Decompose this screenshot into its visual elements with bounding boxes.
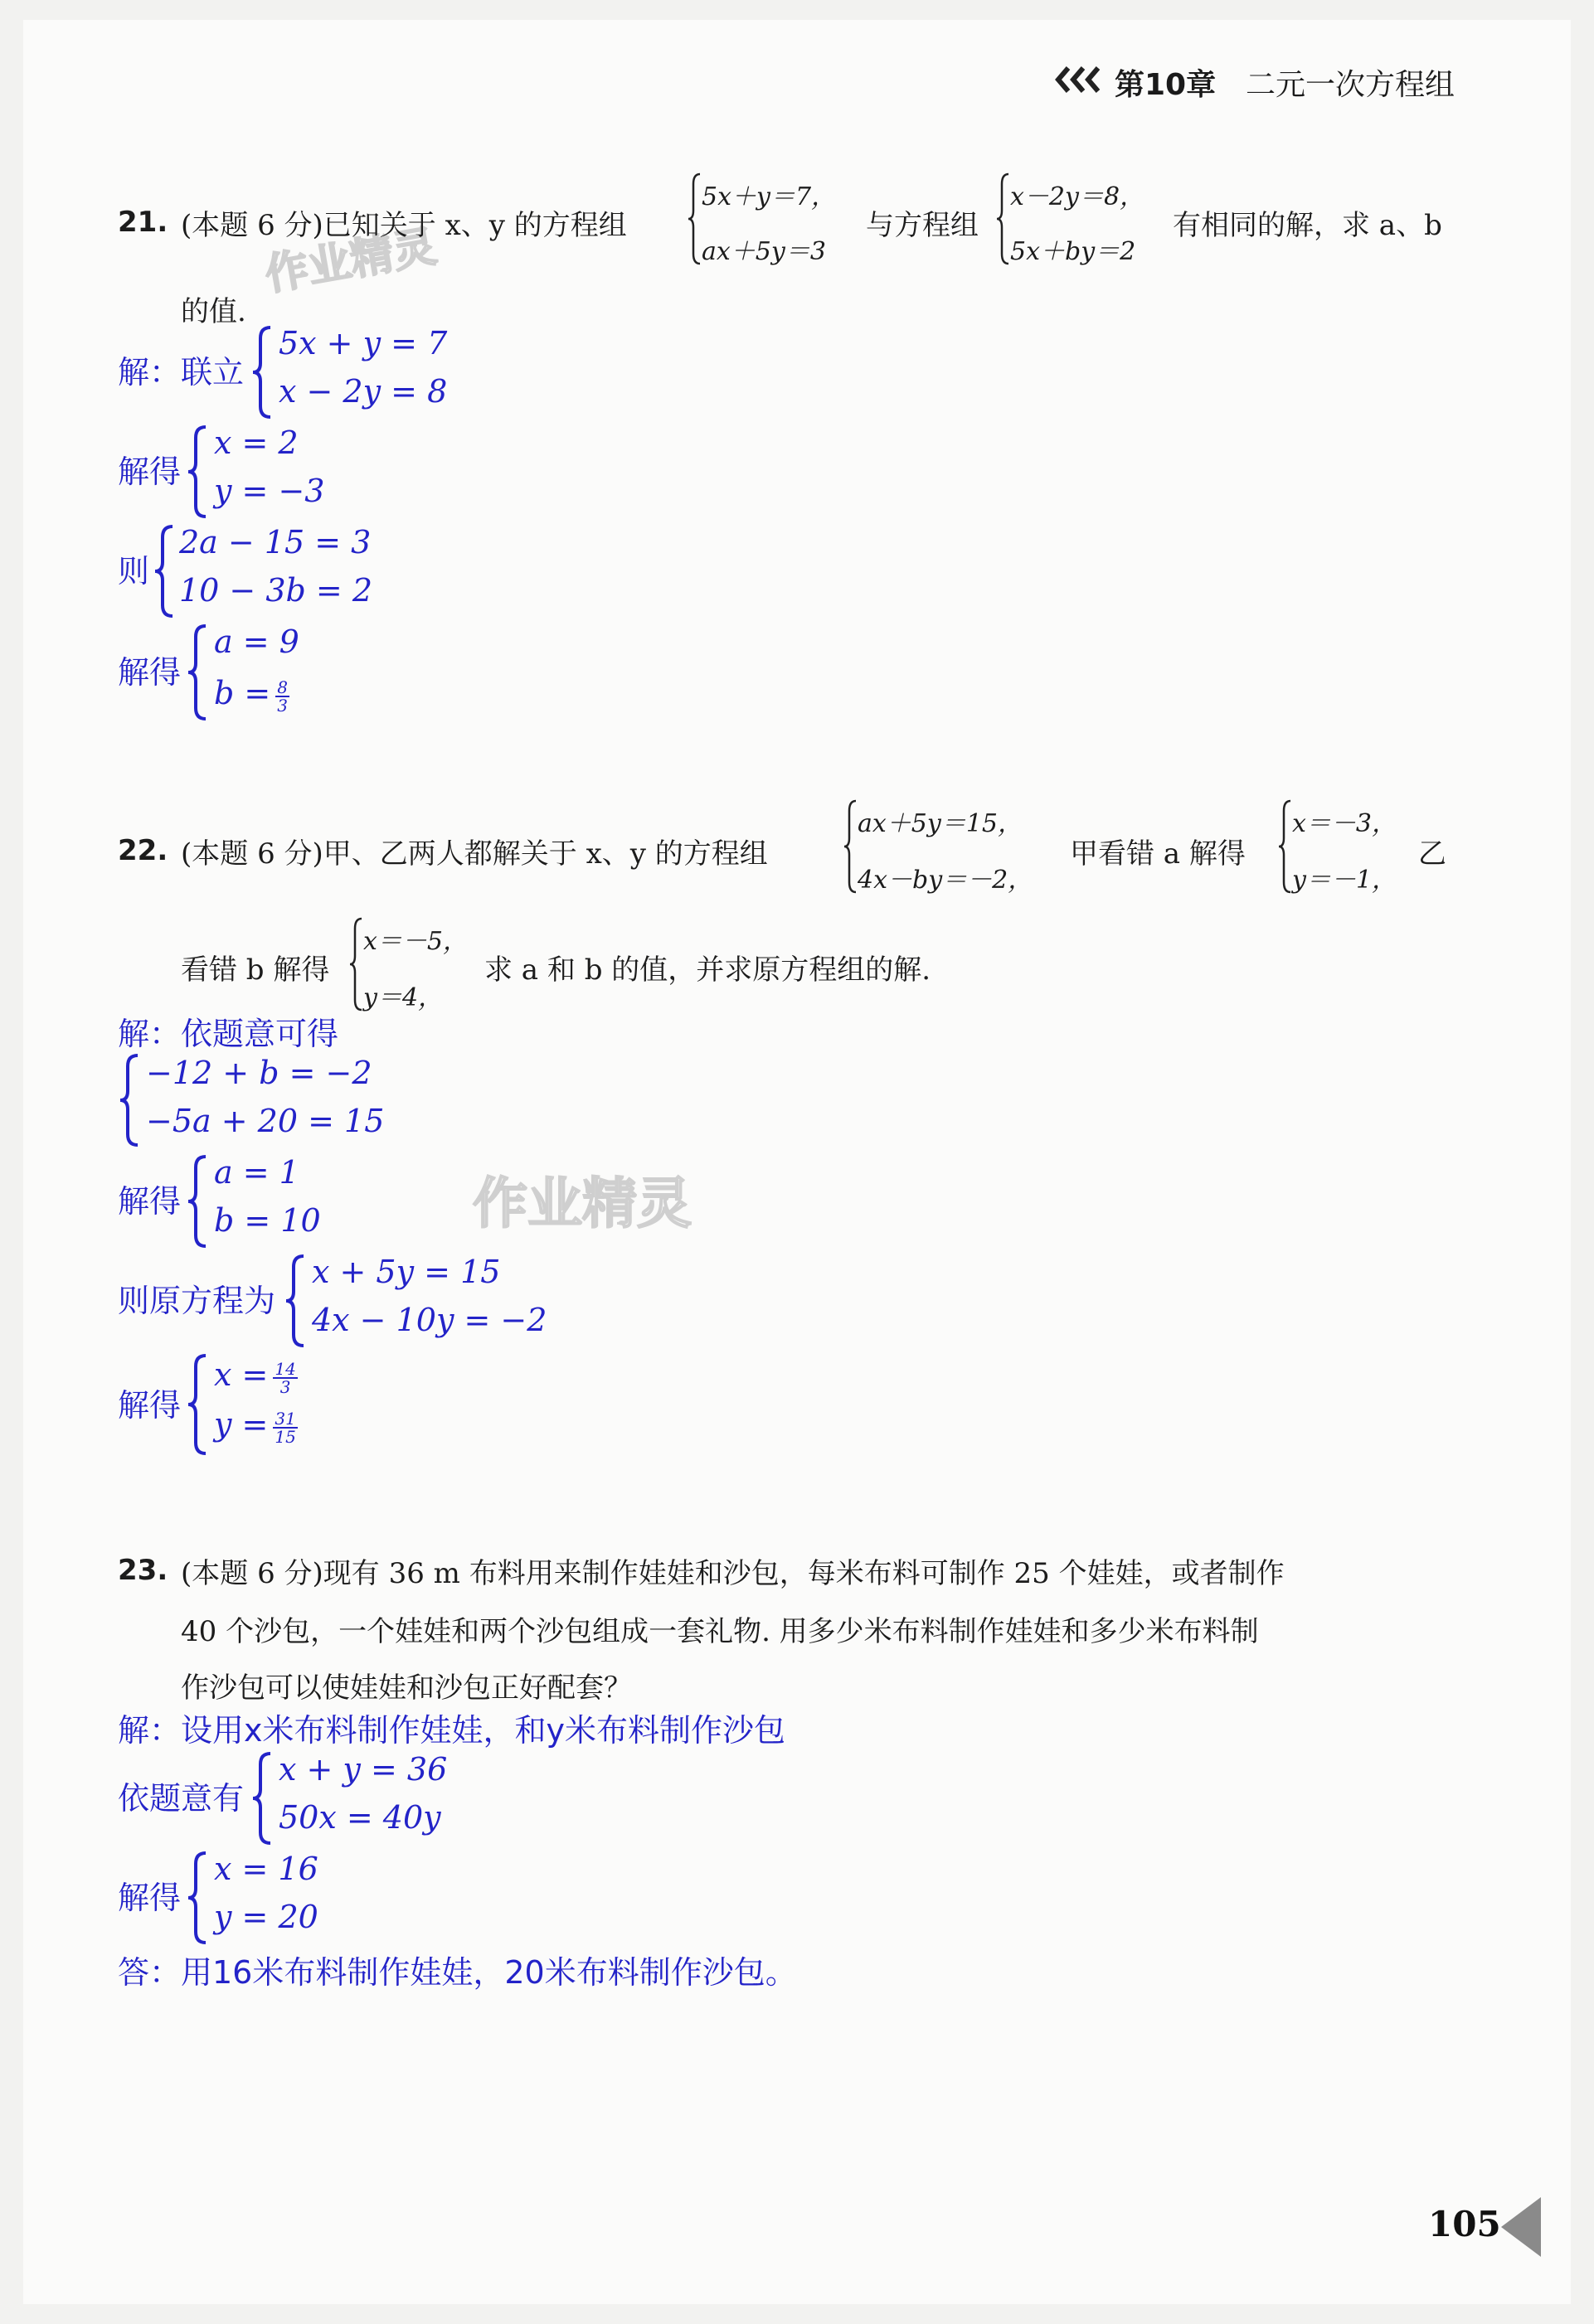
question-text: 有相同的解，求 a、b — [1173, 209, 1442, 242]
question-number: 23. — [118, 1554, 168, 1587]
question-number: 22. — [118, 834, 168, 867]
chapter-number: 第10章 — [1115, 68, 1217, 102]
equation: y = 20 — [214, 1899, 318, 1935]
page-number: 105 — [1428, 2204, 1501, 2244]
equation: −5a + 20 = 15 — [146, 1103, 385, 1139]
answer-conclusion: 答：用16米布料制作娃娃，20米布料制作沙包。 — [118, 1954, 797, 1991]
equation: x＝－3， — [1292, 809, 1397, 838]
equation: x = 16 — [214, 1851, 318, 1887]
watermark: 作业精灵 — [261, 221, 440, 301]
brace-icon — [348, 917, 365, 1012]
equation: x = $\frac{14}{3}$ — [214, 1356, 296, 1397]
equation: x + y = 36 — [279, 1751, 448, 1788]
fraction: $\frac{14}{3}$ — [275, 1358, 296, 1397]
brace-icon — [250, 325, 274, 420]
watermark: 作业精灵 — [473, 1172, 692, 1235]
answer-label: 解：设用x米布料制作娃娃，和y米布料制作沙包 — [118, 1712, 785, 1749]
answer-label: 解得 — [118, 454, 182, 490]
brace-icon — [186, 1353, 209, 1456]
equation: x＝－5， — [363, 927, 469, 956]
brace-icon — [186, 425, 209, 519]
question-text: 作沙包可以使娃娃和沙包正好配套？ — [181, 1671, 632, 1705]
chapter-title: 二元一次方程组 — [1246, 68, 1455, 102]
answer-label: 则 — [118, 553, 150, 589]
fraction: $\frac{31}{15}$ — [275, 1408, 296, 1447]
equation: b = 10 — [214, 1202, 321, 1239]
equation: 5x＋by＝2 — [1010, 237, 1136, 266]
answer-label: 依题意有 — [118, 1780, 245, 1817]
equation: b = $\frac{8}{3}$ — [214, 675, 288, 716]
question-text: 看错 b 解得 — [181, 953, 330, 987]
equation: 5x＋y＝7， — [702, 182, 837, 211]
fraction: $\frac{8}{3}$ — [277, 677, 288, 716]
answer-label: 解：依题意可得 — [118, 1016, 339, 1052]
answer-label: 解：联立 — [118, 354, 245, 391]
brace-icon — [186, 1851, 209, 1945]
equation: a = 1 — [214, 1154, 299, 1191]
brace-icon — [284, 1254, 307, 1348]
brace-icon — [250, 1751, 274, 1846]
question-text: 乙 — [1418, 837, 1446, 871]
question-text: 与方程组 — [866, 209, 979, 242]
brace-icon — [995, 172, 1012, 265]
equation: a = 9 — [214, 623, 299, 660]
answer-label: 解得 — [118, 654, 182, 691]
brace-icon — [843, 799, 859, 894]
equation: y＝4， — [363, 983, 444, 1012]
triple-chevron-icon — [1055, 65, 1106, 95]
brace-icon — [687, 172, 703, 265]
equation: x－2y＝8， — [1010, 182, 1145, 211]
equation: ax＋5y＝3 — [702, 237, 826, 266]
question-text: 40 个沙包，一个娃娃和两个沙包组成一套礼物. 用多少米布料制作娃娃和多少米布料制 — [181, 1615, 1259, 1648]
question-text: (本题 6 分)已知关于 x、y 的方程组 — [181, 209, 627, 242]
question-number: 21. — [118, 206, 168, 239]
page-tab-triangle-icon — [1498, 2194, 1544, 2260]
question-text: (本题 6 分)甲、乙两人都解关于 x、y 的方程组 — [181, 837, 768, 871]
equation: 4x－by＝－2， — [858, 866, 1033, 895]
equation: x = 2 — [214, 425, 299, 461]
equation: 10 − 3b = 2 — [179, 572, 373, 609]
answer-label: 解得 — [118, 1183, 182, 1220]
equation: 50x = 40y — [279, 1799, 441, 1836]
equation: 4x − 10y = −2 — [312, 1302, 547, 1338]
brace-icon — [118, 1053, 141, 1147]
equation: x + 5y = 15 — [312, 1254, 501, 1290]
brace-icon — [186, 623, 209, 721]
equation: y = $\frac{31}{15}$ — [214, 1406, 296, 1447]
answer-label: 解得 — [118, 1387, 182, 1424]
equation: 2a − 15 = 3 — [179, 524, 372, 560]
question-text: 的值. — [181, 295, 246, 328]
equation: y = −3 — [214, 473, 325, 509]
equation: x − 2y = 8 — [279, 373, 448, 410]
question-text: (本题 6 分)现有 36 m 布料用来制作娃娃和沙包，每米布料可制作 25 个娃娃，或者制作 — [181, 1557, 1285, 1590]
brace-icon — [186, 1154, 209, 1249]
brace-icon — [1277, 799, 1294, 894]
question-text: 甲看错 a 解得 — [1070, 837, 1246, 871]
equation: 5x + y = 7 — [279, 325, 448, 361]
question-text: 求 a 和 b 的值，并求原方程组的解. — [484, 953, 931, 987]
equation: −12 + b = −2 — [146, 1055, 372, 1091]
equation: y＝－1， — [1292, 866, 1397, 895]
answer-label: 解得 — [118, 1880, 182, 1916]
answer-label: 则原方程为 — [118, 1283, 276, 1319]
brace-icon — [153, 524, 176, 619]
equation: ax＋5y＝15， — [858, 809, 1023, 838]
